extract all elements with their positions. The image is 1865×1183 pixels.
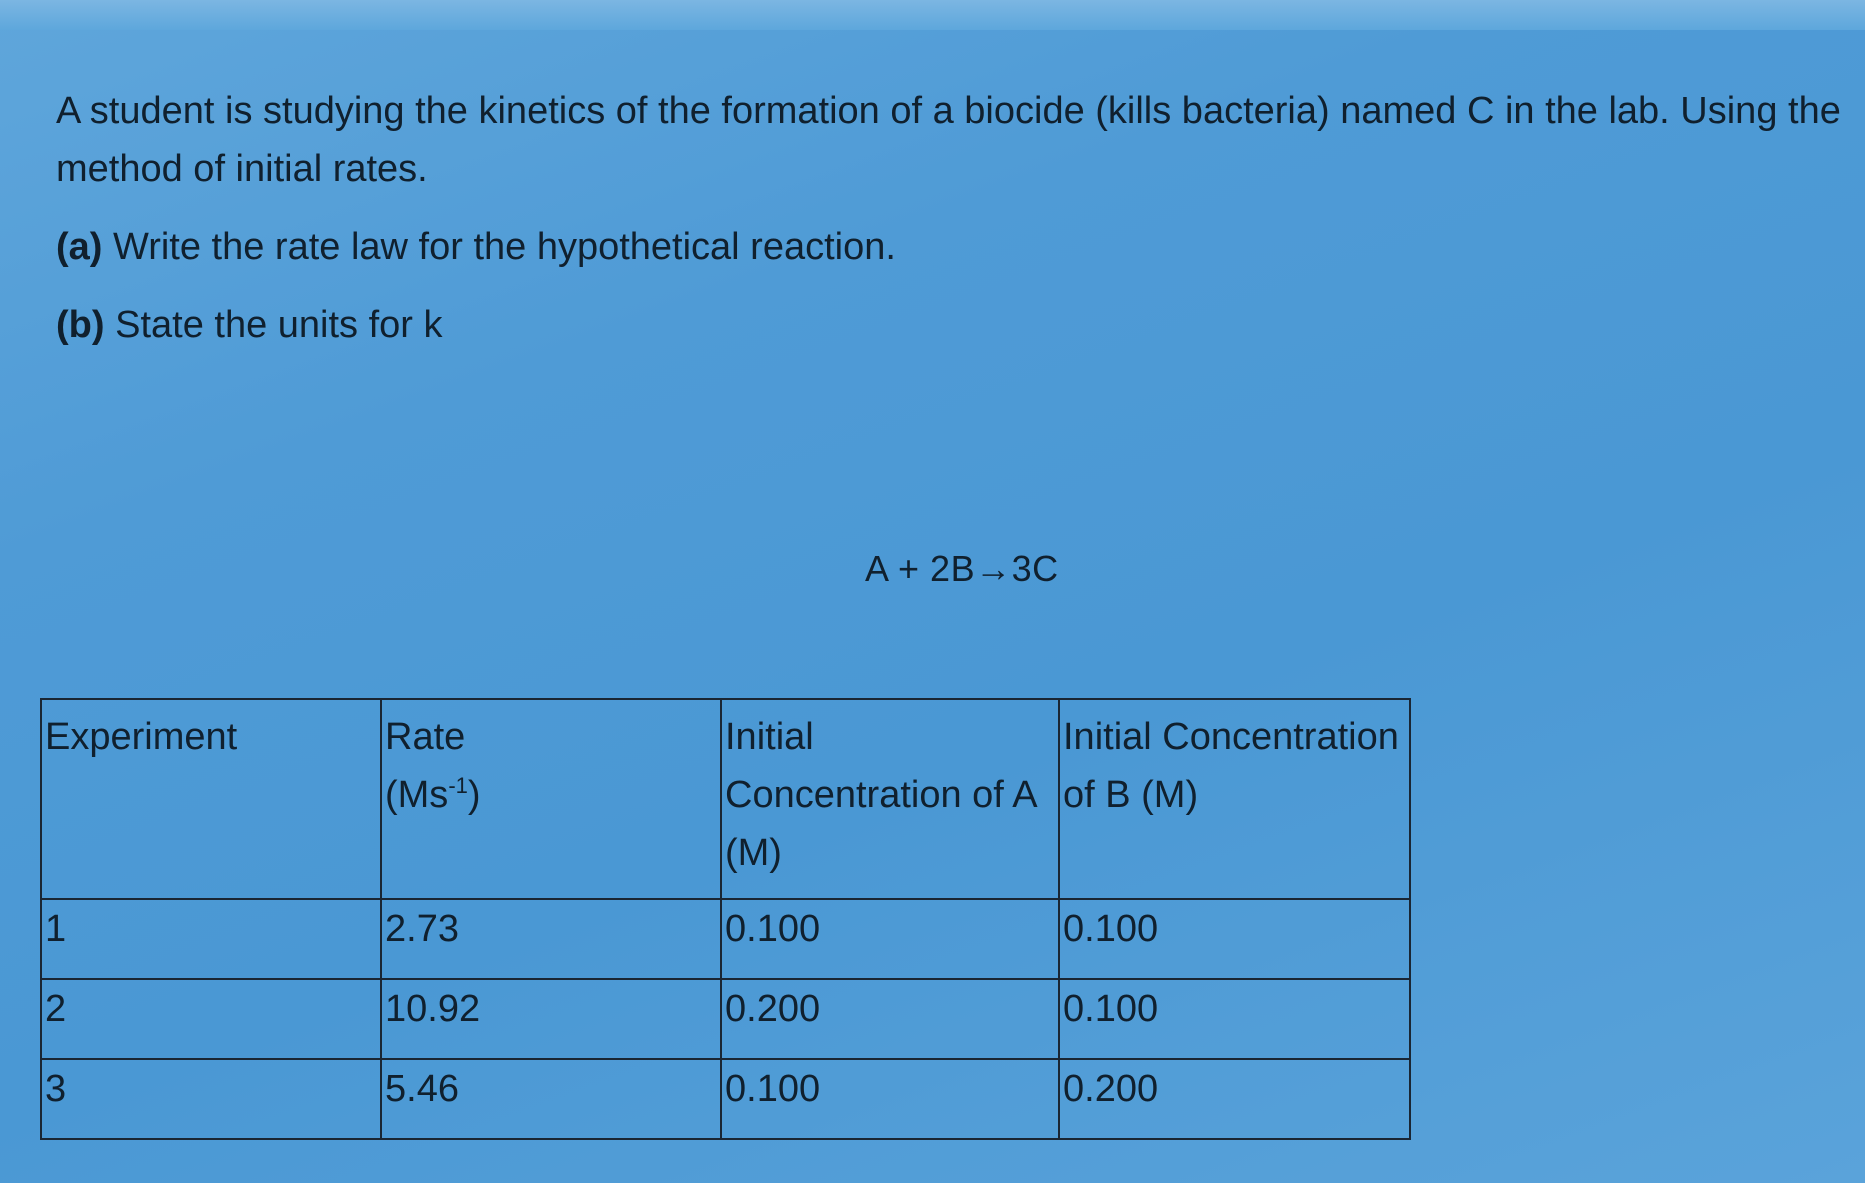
cell-rate: 2.73 (381, 899, 721, 979)
header-rate-unit: $(Ms^{-1})$ (385, 773, 481, 816)
table-header-row (41, 699, 1410, 899)
cell-conc-b: 0.200 (1059, 1059, 1410, 1139)
header-rate-label: Rate (385, 716, 466, 758)
cell-conc-b: 0.100 (1059, 899, 1410, 979)
kinetics-data-table (40, 698, 1411, 1140)
question-part-a (56, 218, 1846, 276)
screen-top-edge (0, 0, 1865, 30)
cell-conc-b: 0.100 (1059, 979, 1410, 1059)
table-row (41, 899, 1410, 979)
reaction-equation: A + 2B→3C (865, 548, 1059, 589)
header-experiment: Experiment (41, 699, 381, 899)
question-block (56, 82, 1846, 354)
table-row (41, 979, 1410, 1059)
cell-rate: 10.92 (381, 979, 721, 1059)
part-a-text: Write the rate law for the hypothetical reaction. (113, 226, 896, 268)
part-b-text: State the units for k (115, 304, 443, 346)
header-rate (381, 699, 721, 899)
header-conc-b: Initial Concentration of B (M) (1059, 699, 1410, 899)
cell-conc-a: 0.100 (721, 899, 1059, 979)
cell-experiment: 1 (41, 899, 381, 979)
cell-conc-a: 0.100 (721, 1059, 1059, 1139)
cell-experiment: 2 (41, 979, 381, 1059)
cell-experiment: 3 (41, 1059, 381, 1139)
table-row (41, 1059, 1410, 1139)
part-b-letter: (b) (56, 304, 105, 346)
header-conc-a: Initial Concentration of A (M) (721, 699, 1059, 899)
cell-rate: 5.46 (381, 1059, 721, 1139)
cell-conc-a: 0.200 (721, 979, 1059, 1059)
part-a-letter: (a) (56, 226, 103, 268)
question-intro: A student is studying the kinetics of the formation of a biocide (kills bacteria) named C in the lab. Using the method of initial rates. (56, 90, 1841, 190)
question-part-b (56, 296, 1846, 354)
